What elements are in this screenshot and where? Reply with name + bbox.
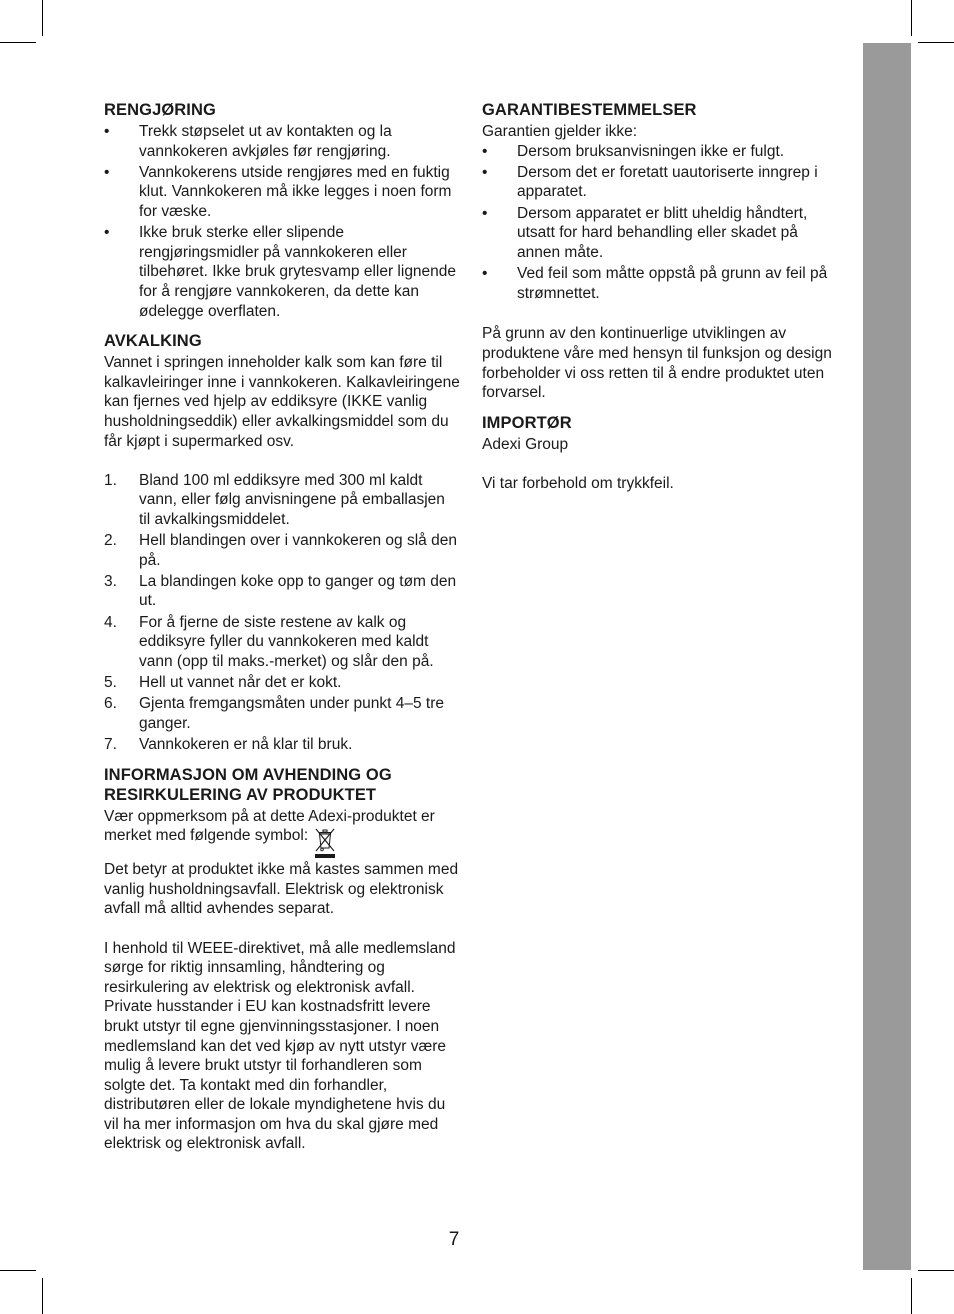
left-column xyxy=(104,100,460,1164)
list-item xyxy=(104,613,460,672)
crop-mark xyxy=(911,1278,912,1314)
bullet-icon: • xyxy=(104,224,110,242)
bullet-icon: • xyxy=(104,163,110,181)
disposal-symbol-text xyxy=(104,807,460,861)
step-number: 5. xyxy=(104,674,117,691)
step-number: 7. xyxy=(104,735,117,753)
list-item xyxy=(482,204,838,263)
list-item-text: Dersom det er foretatt uautoriserte inngrep i apparatet. xyxy=(517,163,818,201)
list-item-text: Ikke bruk sterke eller slipende rengjøringsmidler på vannkokeren eller tilbehøret. Ikke bruk grytesvamp eller lignende for å rengjøre vannkokeren, da dette kan ødelegge overflaten. xyxy=(139,224,457,320)
descaling-section xyxy=(104,331,460,754)
step-number: 6. xyxy=(104,695,117,713)
warranty-note: På grunn av den kontinuerlige utviklingen av produktene våre med hensyn til funksjon og design forbeholder vi oss retten til å endre produktet uten forvarsel. xyxy=(482,325,832,402)
bullet-icon: • xyxy=(482,163,488,181)
warranty-intro: Garantien gjelder ikke: xyxy=(482,123,638,140)
crop-mark xyxy=(911,0,912,36)
bullet-icon: • xyxy=(482,204,488,222)
crop-mark xyxy=(42,0,43,36)
crop-mark xyxy=(918,42,954,43)
descaling-heading: AVKALKING xyxy=(104,332,202,351)
cleaning-heading: RENGJØRING xyxy=(104,101,216,119)
crop-mark xyxy=(42,1278,43,1314)
bullet-icon: • xyxy=(104,123,110,140)
list-item xyxy=(482,264,838,303)
crop-mark xyxy=(0,1270,36,1271)
step-number: 1. xyxy=(104,471,117,489)
disposal-paragraph: Det betyr at produktet ikke må kastes sammen med vanlig husholdningsavfall. Elektrisk og elektronisk avfall må alltid avhendes separat. xyxy=(104,861,459,918)
list-item xyxy=(104,122,460,161)
list-item xyxy=(482,142,838,162)
list-item-text: Gjenta fremgangsmåten under punkt 4–5 tre ganger. xyxy=(139,695,445,732)
disposal-heading: INFORMASJON OM AVHENDING OG RESIRKULERING AV PRODUKTET xyxy=(104,765,392,804)
right-column xyxy=(482,100,838,503)
descaling-steps xyxy=(104,471,460,755)
list-item-text: Trekk støpselet ut av kontakten og la vannkokeren avkjøles før rengjøring. xyxy=(139,123,392,160)
list-item-text: For å fjerne de siste restene av kalk og eddiksyre fyller du vannkokeren med kaldt vann (opp til maks.-merket) og slår den på. xyxy=(139,613,434,670)
side-tab xyxy=(863,43,911,1270)
list-item-text: Hell blandingen over i vannkokeren og slå den på. xyxy=(139,532,457,569)
disposal-symbol-label: Vær oppmerksom på at dette Adexi-produktet er merket med følgende symbol: xyxy=(104,807,435,845)
list-item-text: Hell ut vannet når det er kokt. xyxy=(139,674,342,691)
list-item xyxy=(104,531,460,570)
list-item-text: Vannkokeren er nå klar til bruk. xyxy=(139,735,353,753)
cleaning-list xyxy=(104,122,460,321)
step-number: 2. xyxy=(104,532,117,550)
list-item-text: Dersom apparatet er blitt uheldig håndtert, utsatt for hard behandling eller skadet på annen måte. xyxy=(517,204,808,261)
crop-mark xyxy=(918,1270,954,1271)
list-item-text: La blandingen koke opp to ganger og tøm den ut. xyxy=(139,572,457,610)
list-item-text: Dersom bruksanvisningen ikke er fulgt. xyxy=(517,142,785,160)
disposal-paragraph: I henhold til WEEE-direktivet, må alle medlemsland sørge for riktig innsamling, håndtering og resirkulering av elektrisk og elektronisk avfall. Private husstander i EU kan kostnadsfritt levere brukt utstyr til egne gjenvinningsstasjoner. I noen medlemsland kan det ved kjøp av nytt utstyr være mulig å levere brukt utstyr til forhandleren som solgte det. Ta kontakt med din forhandler, distributøren eller de lokale myndighetene hvis du vil ha mer informasjon om hva du skal gjøre med elektrisk og elektronisk avfall. xyxy=(104,939,456,1153)
importer-section xyxy=(482,413,838,494)
warranty-section xyxy=(482,100,838,403)
list-item xyxy=(104,735,460,755)
bullet-icon: • xyxy=(482,264,488,282)
importer-name: Adexi Group xyxy=(482,435,569,453)
misprint-notice: Vi tar forbehold om trykkfeil. xyxy=(482,474,674,492)
bullet-icon: • xyxy=(482,142,488,160)
disposal-section xyxy=(104,765,460,1155)
importer-heading: IMPORTØR xyxy=(482,413,572,432)
page-number: 7 xyxy=(448,1229,460,1250)
cleaning-section xyxy=(104,100,460,321)
list-item-text: Vannkokerens utside rengjøres med en fuktig klut. Vannkokeren må ikke legges i noen form for væske. xyxy=(139,163,452,220)
list-item xyxy=(104,673,460,693)
list-item xyxy=(482,163,838,202)
list-item-text: Bland 100 ml eddiksyre med 300 ml kaldt vann, eller følg anvisningene på emballasjen til avkalkingsmiddelet. xyxy=(139,471,445,528)
warranty-list xyxy=(482,142,838,304)
list-item xyxy=(104,223,460,321)
step-number: 4. xyxy=(104,613,117,631)
descaling-intro: Vannet i springen inneholder kalk som kan føre til kalkavleiringer inne i vannkokeren. Kalkavleiringene kan fjernes ved hjelp av eddiksyre (IKKE vanlig husholdningseddik) eller avkalkingsmiddel som du får kjøpt i supermarked osv. xyxy=(104,354,460,450)
crossed-out-wheelie-bin-icon xyxy=(314,826,336,860)
list-item xyxy=(104,163,460,222)
warranty-heading: GARANTIBESTEMMELSER xyxy=(482,101,697,119)
crop-mark xyxy=(0,42,36,43)
list-item xyxy=(104,694,460,733)
list-item xyxy=(104,471,460,530)
list-item-text: Ved feil som måtte oppstå på grunn av feil på strømnettet. xyxy=(517,264,828,302)
step-number: 3. xyxy=(104,572,117,590)
list-item xyxy=(104,572,460,611)
